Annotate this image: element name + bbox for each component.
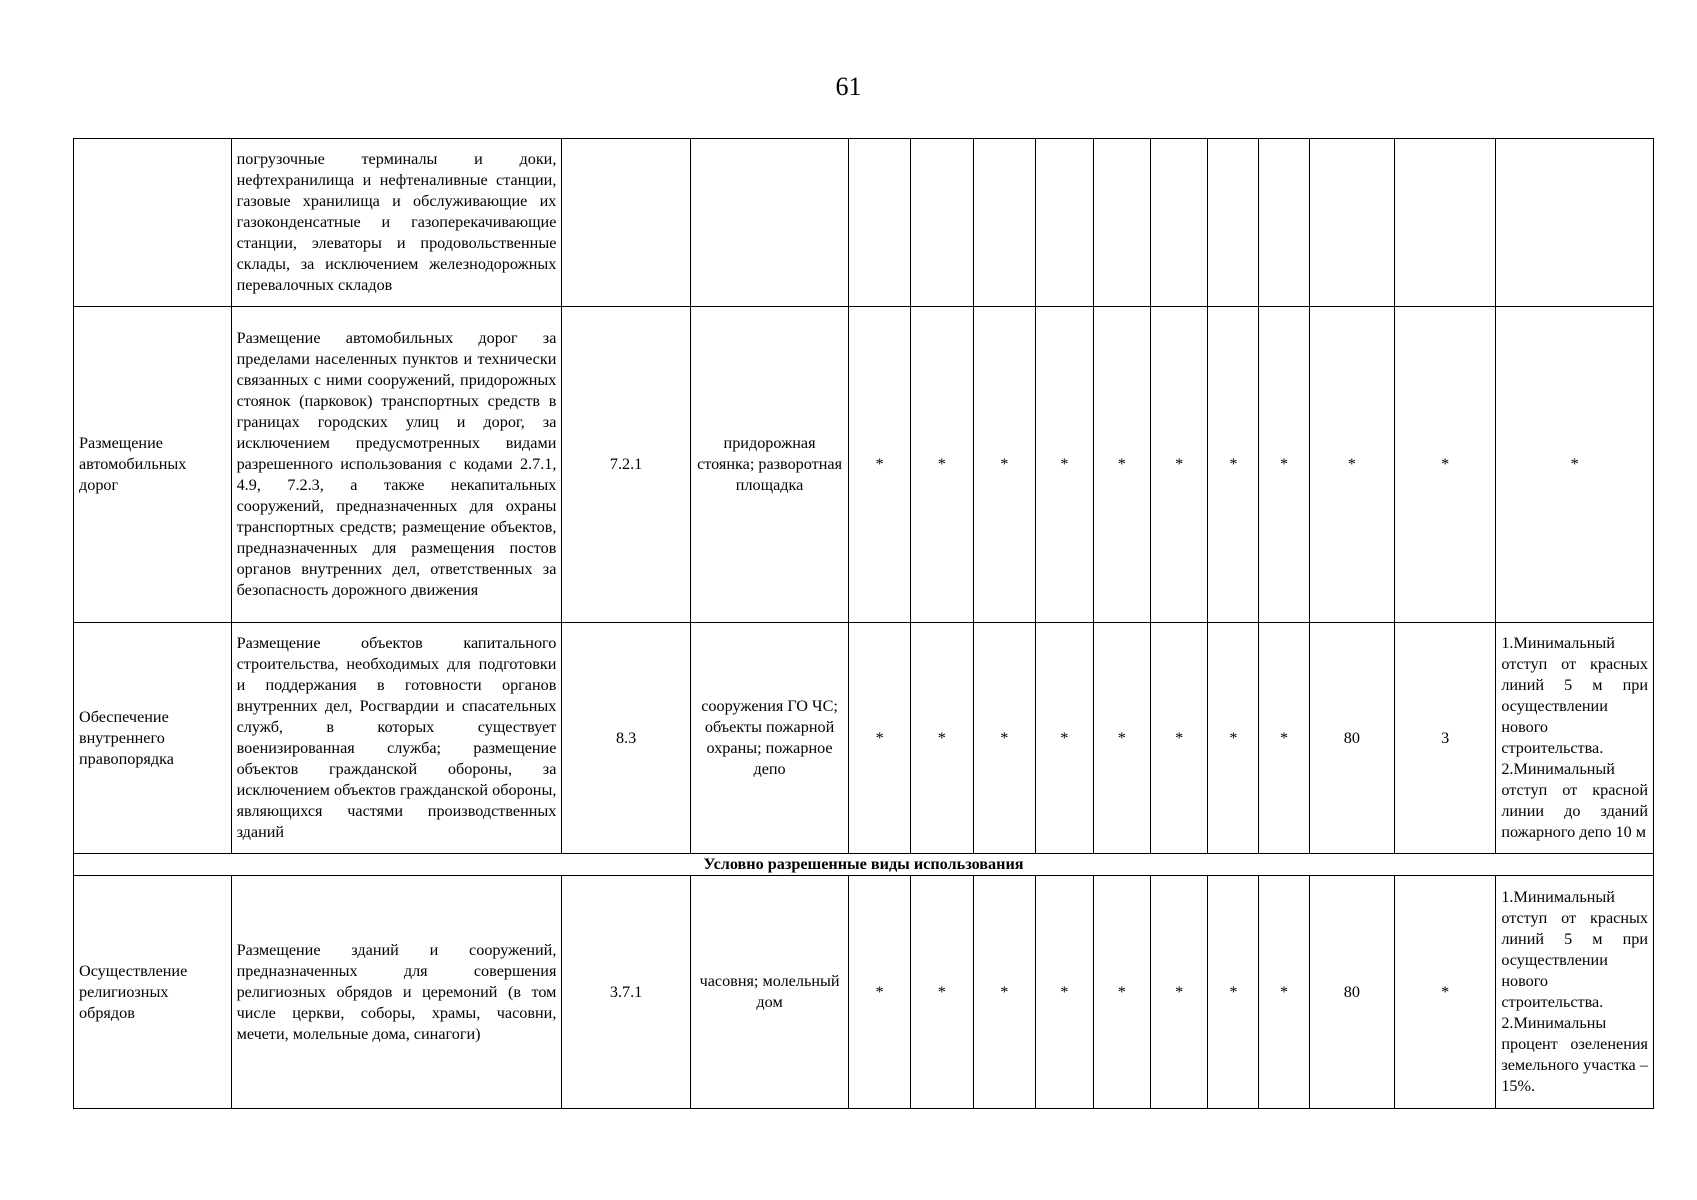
param-cell (1309, 139, 1395, 307)
param-cell: 80 (1309, 623, 1395, 854)
param-cell: 3 (1395, 623, 1496, 854)
permitted-objects: придорожная стоянка; разворотная площадка (690, 307, 849, 623)
restrictions-note: 1.Минимальный отступ от красных линий 5 м при осуществлении нового строительства. 2.Минимальны процент озеленения земельного участка – 15%. (1496, 876, 1654, 1109)
restrictions-note (1496, 139, 1654, 307)
use-type-name: Размещение автомобильных дорог (74, 307, 232, 623)
param-cell: * (1259, 307, 1309, 623)
use-type-name: Обеспечение внутреннего правопорядка (74, 623, 232, 854)
use-type-name: Осуществление религиозных обрядов (74, 876, 232, 1109)
use-code: 8.3 (562, 623, 690, 854)
param-cell: * (1093, 623, 1150, 854)
section-title: Условно разрешенные виды использования (74, 854, 1654, 876)
param-cell (1036, 139, 1093, 307)
permitted-objects (690, 139, 849, 307)
use-description: Размещение автомобильных дорог за пределами населенных пунктов и технически связанных с ними сооружений, придорожных стоянок (парковок) транспортных средств в границах городских улиц и дорог, за исключением предусмотренных видами разрешенного использования с кодами 2.7.1, 4.9, 7.2.3, а также некапитальных сооружений, предназначенных для охраны транспортных средств; размещение объектов, предназначенных для размещения постов органов внутренних дел, ответственных за безопасность дорожного движения (231, 307, 562, 623)
param-cell (1208, 139, 1259, 307)
land-use-table (73, 138, 1654, 1109)
param-cell: * (973, 623, 1036, 854)
param-cell: 80 (1309, 876, 1395, 1109)
use-code: 3.7.1 (562, 876, 690, 1109)
use-description: Размещение объектов капитального строительства, необходимых для подготовки и поддержания в готовности органов внутренних дел, Росгвардии и спасательных служб, в которых существует военизированная служба; размещение объектов гражданской обороны, за исключением объектов гражданской обороны, являющихся частями производственных зданий (231, 623, 562, 854)
restrictions-note: 1.Минимальный отступ от красных линий 5 м при осуществлении нового строительства. 2.Минимальный отступ от красной линии до зданий пожарного депо 10 м (1496, 623, 1654, 854)
table-row (74, 307, 1654, 623)
param-cell: * (1208, 876, 1259, 1109)
param-cell (1093, 139, 1150, 307)
use-code (562, 139, 690, 307)
param-cell: * (1150, 623, 1207, 854)
param-cell: * (1395, 876, 1496, 1109)
section-header-row (74, 854, 1654, 876)
param-cell (1395, 139, 1496, 307)
permitted-objects: сооружения ГО ЧС; объекты пожарной охраны; пожарное депо (690, 623, 849, 854)
param-cell: * (973, 307, 1036, 623)
param-cell: * (1259, 876, 1309, 1109)
param-cell: * (1395, 307, 1496, 623)
use-description: погрузочные терминалы и доки, нефтехранилища и нефтеналивные станции, газовые хранилища и обслуживающие их газоконденсатные и газоперекачивающие станции, элеваторы и продовольственные склады, за исключением железнодорожных перевалочных складов (231, 139, 562, 307)
param-cell: * (1036, 876, 1093, 1109)
use-code: 7.2.1 (562, 307, 690, 623)
table-row (74, 876, 1654, 1109)
param-cell: * (849, 623, 911, 854)
param-cell: * (1150, 307, 1207, 623)
param-cell: * (910, 307, 973, 623)
param-cell: * (910, 623, 973, 854)
param-cell: * (849, 876, 911, 1109)
permitted-objects: часовня; молельный дом (690, 876, 849, 1109)
param-cell: * (1150, 876, 1207, 1109)
param-cell: * (1208, 307, 1259, 623)
use-description: Размещение зданий и сооружений, предназначенных для совершения религиозных обрядов и церемоний (в том числе церкви, соборы, храмы, часовни, мечети, молельные дома, синагоги) (231, 876, 562, 1109)
param-cell: * (910, 876, 973, 1109)
use-type-name (74, 139, 232, 307)
param-cell: * (1208, 623, 1259, 854)
param-cell (910, 139, 973, 307)
param-cell: * (1259, 623, 1309, 854)
param-cell (849, 139, 911, 307)
param-cell: * (849, 307, 911, 623)
table-row (74, 139, 1654, 307)
param-cell: * (1036, 307, 1093, 623)
param-cell: * (1309, 307, 1395, 623)
param-cell: * (973, 876, 1036, 1109)
page-number: 61 (835, 72, 862, 101)
param-cell (1259, 139, 1309, 307)
restrictions-note: * (1496, 307, 1654, 623)
param-cell: * (1093, 876, 1150, 1109)
param-cell: * (1093, 307, 1150, 623)
param-cell (973, 139, 1036, 307)
param-cell: * (1036, 623, 1093, 854)
param-cell (1150, 139, 1207, 307)
table-row (74, 623, 1654, 854)
